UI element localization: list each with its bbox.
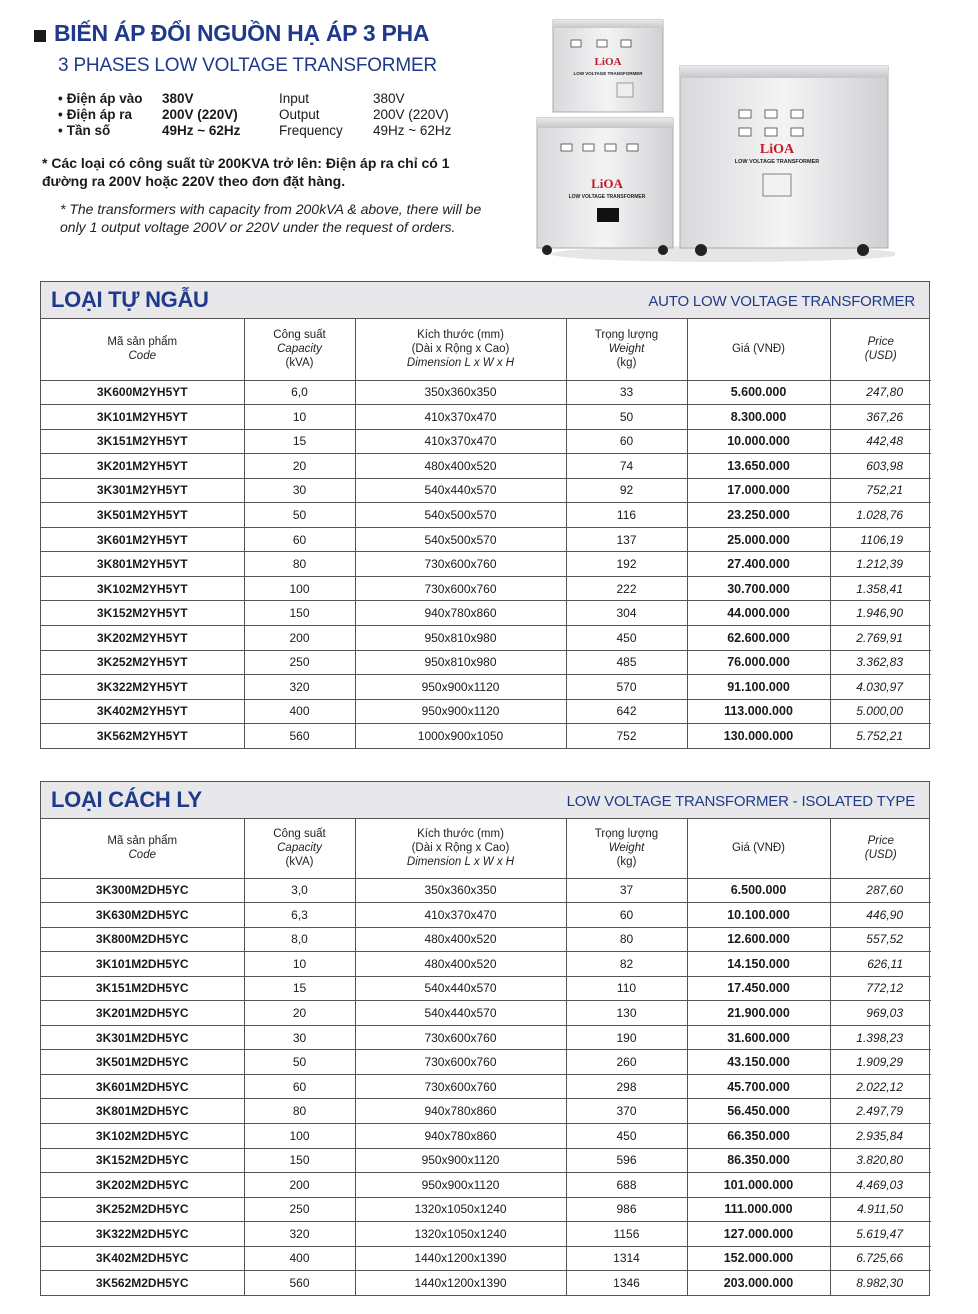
cell-dimension: 730x600x760 [355, 1050, 566, 1075]
cell-price-usd: 752,21 [830, 478, 931, 503]
cell-price-usd: 626,11 [830, 952, 931, 977]
col-header-price-vnd: Giá (VNĐ) [687, 319, 830, 380]
table-header-row [41, 819, 931, 878]
cell-code: 3K252M2DH5YC [41, 1197, 244, 1222]
spec-row [58, 107, 493, 123]
cell-weight: 298 [566, 1074, 687, 1099]
cell-dimension: 950x810x980 [355, 625, 566, 650]
cell-capacity: 400 [244, 1246, 355, 1271]
photo-label-small: LOW VOLTAGE TRANSFORMER [573, 71, 643, 76]
photo-label-large: LOW VOLTAGE TRANSFORMER [734, 159, 820, 165]
cell-capacity: 80 [244, 552, 355, 577]
table-row [41, 380, 931, 405]
cell-price-usd: 1.909,29 [830, 1050, 931, 1075]
table-row [41, 405, 931, 430]
cell-dimension: 540x500x570 [355, 527, 566, 552]
cell-price-usd: 2.497,79 [830, 1099, 931, 1124]
transformer-product-photo [525, 18, 895, 263]
col-header-weight: Trọng lượng Weight (kg) [566, 319, 687, 380]
table-row [41, 1173, 931, 1198]
cell-dimension: 540x440x570 [355, 1001, 566, 1026]
page-subtitle: 3 PHASES LOW VOLTAGE TRANSFORMER [58, 55, 437, 76]
photo-label-medium: LOW VOLTAGE TRANSFORMER [568, 194, 646, 200]
auto-transformer-section [40, 281, 930, 749]
table-row [41, 1222, 931, 1247]
cell-weight: 450 [566, 625, 687, 650]
spec-label-en: Output [279, 107, 320, 122]
cell-dimension: 1440x1200x1390 [355, 1271, 566, 1296]
table-row [41, 527, 931, 552]
cell-price-usd: 1.358,41 [830, 576, 931, 601]
cell-price-usd: 8.982,30 [856, 1276, 903, 1291]
cell-weight: 37 [566, 878, 687, 903]
cell-dimension: 950x900x1120 [355, 1173, 566, 1198]
isolated-transformer-table [41, 819, 931, 1295]
table-row [41, 724, 931, 749]
cell-dimension: 410x370x470 [355, 405, 566, 430]
cell-weight: 222 [566, 576, 687, 601]
cell-capacity: 30 [244, 478, 355, 503]
photo-brand-small: LiOA [594, 56, 622, 68]
table-row [41, 1025, 931, 1050]
cell-weight: 92 [566, 478, 687, 503]
table-row [41, 699, 931, 724]
cell-dimension: 950x900x1120 [355, 1148, 566, 1173]
cell-capacity: 560 [244, 1271, 355, 1296]
section-header [41, 282, 929, 319]
cell-price-vnd: 203.000.000 [687, 1271, 830, 1296]
cell-code: 3K201M2DH5YC [41, 1001, 244, 1026]
photo-brand-large: LiOA [759, 142, 795, 157]
cell-code: 3K301M2YH5YT [41, 478, 244, 503]
cell-price-vnd: 56.450.000 [687, 1099, 830, 1124]
spec-value-vi: 49Hz ~ 62Hz [162, 123, 241, 138]
cell-weight: 60 [566, 429, 687, 454]
table-row [41, 878, 931, 903]
spec-label-vi: • Điện áp vào [58, 91, 162, 107]
cell-capacity: 20 [244, 454, 355, 479]
cell-price-vnd: 43.150.000 [687, 1050, 830, 1075]
col-header-price-usd: Price (USD) [830, 819, 931, 878]
cell-code: 3K151M2DH5YC [41, 976, 244, 1001]
table-row [41, 1271, 931, 1296]
cell-capacity: 6,0 [244, 380, 355, 405]
cell-price-usd: 4.469,03 [830, 1173, 931, 1198]
square-bullet-icon [34, 30, 46, 42]
table-row [41, 625, 931, 650]
table-row [41, 429, 931, 454]
col-header-capacity: Công suất Capacity (kVA) [244, 319, 355, 380]
cell-weight: 116 [566, 503, 687, 528]
cell-price-usd: 4.911,50 [830, 1197, 931, 1222]
cell-dimension: 730x600x760 [355, 1074, 566, 1099]
cell-dimension: 540x440x570 [355, 478, 566, 503]
cell-code: 3K630M2DH5YC [41, 903, 244, 928]
table-row [41, 1246, 931, 1271]
cell-price-usd: 2.769,91 [830, 625, 931, 650]
table-row [41, 976, 931, 1001]
table-row [41, 1001, 931, 1026]
cell-weight: 33 [566, 380, 687, 405]
cell-weight: 50 [566, 405, 687, 430]
page-title [34, 20, 429, 47]
note-en: * The transformers with capacity from 200kVA & above, there will be only 1 output voltage 200V or 220V under the request of orders. [60, 201, 482, 235]
cell-code: 3K600M2YH5YT [41, 380, 244, 405]
cell-code: 3K801M2YH5YT [41, 552, 244, 577]
cell-weight: 60 [566, 903, 687, 928]
cell-price-vnd: 17.000.000 [687, 478, 830, 503]
medium-transformer-unit [537, 118, 673, 255]
cell-price-usd: 3.362,83 [830, 650, 931, 675]
spec-label-en: Input [279, 91, 310, 106]
cell-code: 3K300M2DH5YC [41, 878, 244, 903]
cell-capacity: 10 [244, 405, 355, 430]
cell-dimension: 350x360x350 [355, 380, 566, 405]
cell-dimension: 410x370x470 [355, 903, 566, 928]
table-row [41, 601, 931, 626]
cell-capacity: 6,3 [244, 903, 355, 928]
cell-code: 3K501M2YH5YT [41, 503, 244, 528]
cell-weight: 485 [566, 650, 687, 675]
table-row [41, 552, 931, 577]
table-row [41, 1123, 931, 1148]
cell-code: 3K601M2DH5YC [41, 1074, 244, 1099]
cell-capacity: 8,0 [244, 927, 355, 952]
large-transformer-unit [680, 66, 888, 256]
cell-weight: 450 [566, 1123, 687, 1148]
cell-weight: 304 [566, 601, 687, 626]
cell-dimension: 1440x1200x1390 [355, 1246, 566, 1271]
cell-price-usd: 1106,19 [830, 527, 931, 552]
cell-price-vnd: 86.350.000 [687, 1148, 830, 1173]
cell-weight: 370 [566, 1099, 687, 1124]
cell-price-usd: 1.212,39 [830, 552, 931, 577]
cell-capacity: 100 [244, 576, 355, 601]
cell-capacity: 250 [244, 650, 355, 675]
cell-price-usd: 3.820,80 [830, 1148, 931, 1173]
auto-transformer-table [41, 319, 931, 748]
cell-price-vnd: 31.600.000 [687, 1025, 830, 1050]
cell-price-usd: 446,90 [830, 903, 931, 928]
cell-capacity: 50 [244, 503, 355, 528]
cell-price-vnd: 113.000.000 [687, 699, 830, 724]
cell-price-usd: 1.028,76 [830, 503, 931, 528]
spec-row [58, 91, 493, 107]
cell-weight: 596 [566, 1148, 687, 1173]
cell-code: 3K102M2YH5YT [41, 576, 244, 601]
cell-dimension: 350x360x350 [355, 878, 566, 903]
cell-price-usd: 4.030,97 [830, 675, 931, 700]
cell-price-vnd: 44.000.000 [687, 601, 830, 626]
spec-label-en: Frequency [279, 123, 343, 138]
cell-price-vnd: 127.000.000 [687, 1222, 830, 1247]
cell-dimension: 480x400x520 [355, 952, 566, 977]
cell-weight: 130 [566, 1001, 687, 1026]
isolated-transformer-section [40, 781, 930, 1296]
cell-price-vnd: 13.650.000 [687, 454, 830, 479]
cell-capacity: 250 [244, 1197, 355, 1222]
table-row [41, 576, 931, 601]
spec-value-vi: 200V (220V) [162, 107, 238, 122]
note-vi: * Các loại có công suất từ 200KVA trở lên: Điện áp ra chỉ có 1 đường ra 200V hoặc 220V theo đơn đặt hàng. [42, 155, 450, 189]
cell-dimension: 950x810x980 [355, 650, 566, 675]
col-header-dimension: Kích thước (mm) (Dài x Rộng x Cao) Dimension L x W x H [355, 319, 566, 380]
cell-code: 3K252M2YH5YT [41, 650, 244, 675]
cell-capacity: 320 [244, 1222, 355, 1247]
table-row [41, 1074, 931, 1099]
cell-capacity: 200 [244, 1173, 355, 1198]
cell-price-usd: 603,98 [830, 454, 931, 479]
cell-code: 3K402M2YH5YT [41, 699, 244, 724]
cell-price-vnd: 91.100.000 [687, 675, 830, 700]
cell-capacity: 15 [244, 976, 355, 1001]
spec-value-en: 380V [373, 91, 405, 106]
cell-weight: 110 [566, 976, 687, 1001]
cell-price-usd: 442,48 [830, 429, 931, 454]
cell-capacity: 3,0 [244, 878, 355, 903]
cell-code: 3K322M2YH5YT [41, 675, 244, 700]
cell-dimension: 1320x1050x1240 [355, 1222, 566, 1247]
cell-weight: 986 [566, 1197, 687, 1222]
cell-price-usd: 1.946,90 [830, 601, 931, 626]
cell-price-usd: 5.619,47 [830, 1222, 931, 1247]
cell-code: 3K402M2DH5YC [41, 1246, 244, 1271]
spec-value-vi: 380V [162, 91, 194, 106]
cell-price-vnd: 21.900.000 [687, 1001, 830, 1026]
cell-weight: 570 [566, 675, 687, 700]
cell-dimension: 950x900x1120 [355, 699, 566, 724]
photo-brand-medium: LiOA [591, 176, 623, 191]
cell-code: 3K102M2DH5YC [41, 1123, 244, 1148]
cell-weight: 190 [566, 1025, 687, 1050]
cell-weight: 74 [566, 454, 687, 479]
col-header-capacity: Công suất Capacity (kVA) [244, 819, 355, 878]
table-body [41, 878, 931, 1295]
cell-price-vnd: 12.600.000 [687, 927, 830, 952]
cell-price-vnd: 45.700.000 [687, 1074, 830, 1099]
cell-capacity: 60 [244, 527, 355, 552]
cell-dimension: 540x500x570 [355, 503, 566, 528]
table-body [41, 380, 931, 748]
cell-dimension: 1320x1050x1240 [355, 1197, 566, 1222]
cell-dimension: 940x780x860 [355, 1099, 566, 1124]
table-row [41, 650, 931, 675]
cell-price-vnd: 17.450.000 [687, 976, 830, 1001]
cell-code: 3K601M2YH5YT [41, 527, 244, 552]
spec-list [58, 91, 493, 139]
cell-code: 3K202M2DH5YC [41, 1173, 244, 1198]
cell-dimension: 1000x900x1050 [355, 724, 566, 749]
cell-code: 3K301M2DH5YC [41, 1025, 244, 1050]
cell-weight: 82 [566, 952, 687, 977]
cell-capacity: 20 [244, 1001, 355, 1026]
cell-price-vnd: 30.700.000 [687, 576, 830, 601]
cell-price-vnd: 10.000.000 [687, 429, 830, 454]
table-row [41, 1050, 931, 1075]
table-row [41, 903, 931, 928]
cell-price-usd: 5.752,21 [856, 729, 903, 744]
cell-price-vnd: 27.400.000 [687, 552, 830, 577]
cell-price-vnd: 10.100.000 [687, 903, 830, 928]
cell-dimension: 730x600x760 [355, 1025, 566, 1050]
cell-price-usd: 6.725,66 [830, 1246, 931, 1271]
table-row [41, 675, 931, 700]
cell-price-vnd: 66.350.000 [687, 1123, 830, 1148]
section-title-vi: LOẠI TỰ NGẪU [51, 287, 209, 312]
cell-price-usd: 969,03 [830, 1001, 931, 1026]
cell-dimension: 480x400x520 [355, 454, 566, 479]
cell-weight: 192 [566, 552, 687, 577]
cell-price-vnd: 152.000.000 [687, 1246, 830, 1271]
table-row [41, 1099, 931, 1124]
spec-row [58, 123, 493, 139]
cell-code: 3K152M2DH5YC [41, 1148, 244, 1173]
cell-weight: 752 [566, 724, 687, 749]
col-header-weight: Trọng lượng Weight (kg) [566, 819, 687, 878]
cell-price-vnd: 23.250.000 [687, 503, 830, 528]
cell-capacity: 560 [244, 724, 355, 749]
cell-price-vnd: 101.000.000 [687, 1173, 830, 1198]
spec-value-en: 49Hz ~ 62Hz [373, 123, 452, 138]
section-header [41, 782, 929, 819]
table-row [41, 478, 931, 503]
cell-price-usd: 1.398,23 [830, 1025, 931, 1050]
section-title-en: AUTO LOW VOLTAGE TRANSFORMER [648, 293, 915, 310]
cell-code: 3K152M2YH5YT [41, 601, 244, 626]
cell-capacity: 100 [244, 1123, 355, 1148]
cell-price-usd: 772,12 [830, 976, 931, 1001]
cell-capacity: 30 [244, 1025, 355, 1050]
cell-capacity: 150 [244, 1148, 355, 1173]
cell-code: 3K101M2YH5YT [41, 405, 244, 430]
cell-weight: 137 [566, 527, 687, 552]
cell-dimension: 480x400x520 [355, 927, 566, 952]
cell-weight: 642 [566, 699, 687, 724]
cell-price-usd: 2.022,12 [830, 1074, 931, 1099]
cell-capacity: 10 [244, 952, 355, 977]
cell-price-vnd: 76.000.000 [687, 650, 830, 675]
cell-dimension: 410x370x470 [355, 429, 566, 454]
col-header-price-vnd: Giá (VNĐ) [687, 819, 830, 878]
cell-weight: 1156 [566, 1222, 687, 1247]
col-header-dimension: Kích thước (mm) (Dài x Rộng x Cao) Dimension L x W x H [355, 819, 566, 878]
cell-price-vnd: 5.600.000 [687, 380, 830, 405]
cell-dimension: 730x600x760 [355, 576, 566, 601]
cell-capacity: 80 [244, 1099, 355, 1124]
table-row [41, 927, 931, 952]
cell-price-vnd: 6.500.000 [687, 878, 830, 903]
cell-weight: 1314 [566, 1246, 687, 1271]
cell-code: 3K101M2DH5YC [41, 952, 244, 977]
cell-price-usd: 367,26 [830, 405, 931, 430]
spec-label-vi: • Điện áp ra [58, 107, 162, 123]
page-title-text: BIẾN ÁP ĐỔI NGUỒN HẠ ÁP 3 PHA [54, 20, 430, 46]
small-transformer-unit [553, 20, 663, 112]
cell-price-usd: 557,52 [830, 927, 931, 952]
section-title-vi: LOẠI CÁCH LY [51, 787, 202, 812]
cell-price-vnd: 111.000.000 [687, 1197, 830, 1222]
cell-price-usd: 2.935,84 [830, 1123, 931, 1148]
table-row [41, 1197, 931, 1222]
cell-price-vnd: 14.150.000 [687, 952, 830, 977]
cell-code: 3K562M2YH5YT [41, 724, 244, 749]
cell-price-vnd: 25.000.000 [687, 527, 830, 552]
cell-weight: 688 [566, 1173, 687, 1198]
cell-price-usd: 287,60 [830, 878, 931, 903]
cell-dimension: 540x440x570 [355, 976, 566, 1001]
table-row [41, 952, 931, 977]
cell-price-usd: 5.000,00 [830, 699, 931, 724]
cell-capacity: 50 [244, 1050, 355, 1075]
table-row [41, 454, 931, 479]
col-header-code: Mã sản phẩm Code [41, 319, 244, 380]
cell-dimension: 940x780x860 [355, 601, 566, 626]
cell-code: 3K801M2DH5YC [41, 1099, 244, 1124]
col-header-price-usd: Price (USD) [830, 319, 931, 380]
table-row [41, 503, 931, 528]
cell-capacity: 150 [244, 601, 355, 626]
cell-code: 3K800M2DH5YC [41, 927, 244, 952]
cell-price-vnd: 8.300.000 [687, 405, 830, 430]
table-row [41, 1148, 931, 1173]
cell-weight: 80 [566, 927, 687, 952]
section-title-en: LOW VOLTAGE TRANSFORMER - ISOLATED TYPE [566, 793, 915, 810]
cell-price-vnd: 62.600.000 [687, 625, 830, 650]
cell-price-vnd: 130.000.000 [687, 724, 830, 749]
cell-dimension: 950x900x1120 [355, 675, 566, 700]
spec-label-vi: • Tần số [58, 123, 162, 139]
cell-code: 3K501M2DH5YC [41, 1050, 244, 1075]
cell-weight: 1346 [566, 1271, 687, 1296]
cell-weight: 260 [566, 1050, 687, 1075]
table-header-row [41, 319, 931, 380]
spec-value-en: 200V (220V) [373, 107, 449, 122]
cell-capacity: 15 [244, 429, 355, 454]
cell-capacity: 400 [244, 699, 355, 724]
cell-capacity: 320 [244, 675, 355, 700]
cell-code: 3K202M2YH5YT [41, 625, 244, 650]
cell-dimension: 730x600x760 [355, 552, 566, 577]
cell-capacity: 200 [244, 625, 355, 650]
cell-code: 3K151M2YH5YT [41, 429, 244, 454]
cell-code: 3K322M2DH5YC [41, 1222, 244, 1247]
cell-code: 3K562M2DH5YC [41, 1271, 244, 1296]
cell-code: 3K201M2YH5YT [41, 454, 244, 479]
col-header-code: Mã sản phẩm Code [41, 819, 244, 878]
cell-dimension: 940x780x860 [355, 1123, 566, 1148]
cell-price-usd: 247,80 [830, 380, 931, 405]
cell-capacity: 60 [244, 1074, 355, 1099]
